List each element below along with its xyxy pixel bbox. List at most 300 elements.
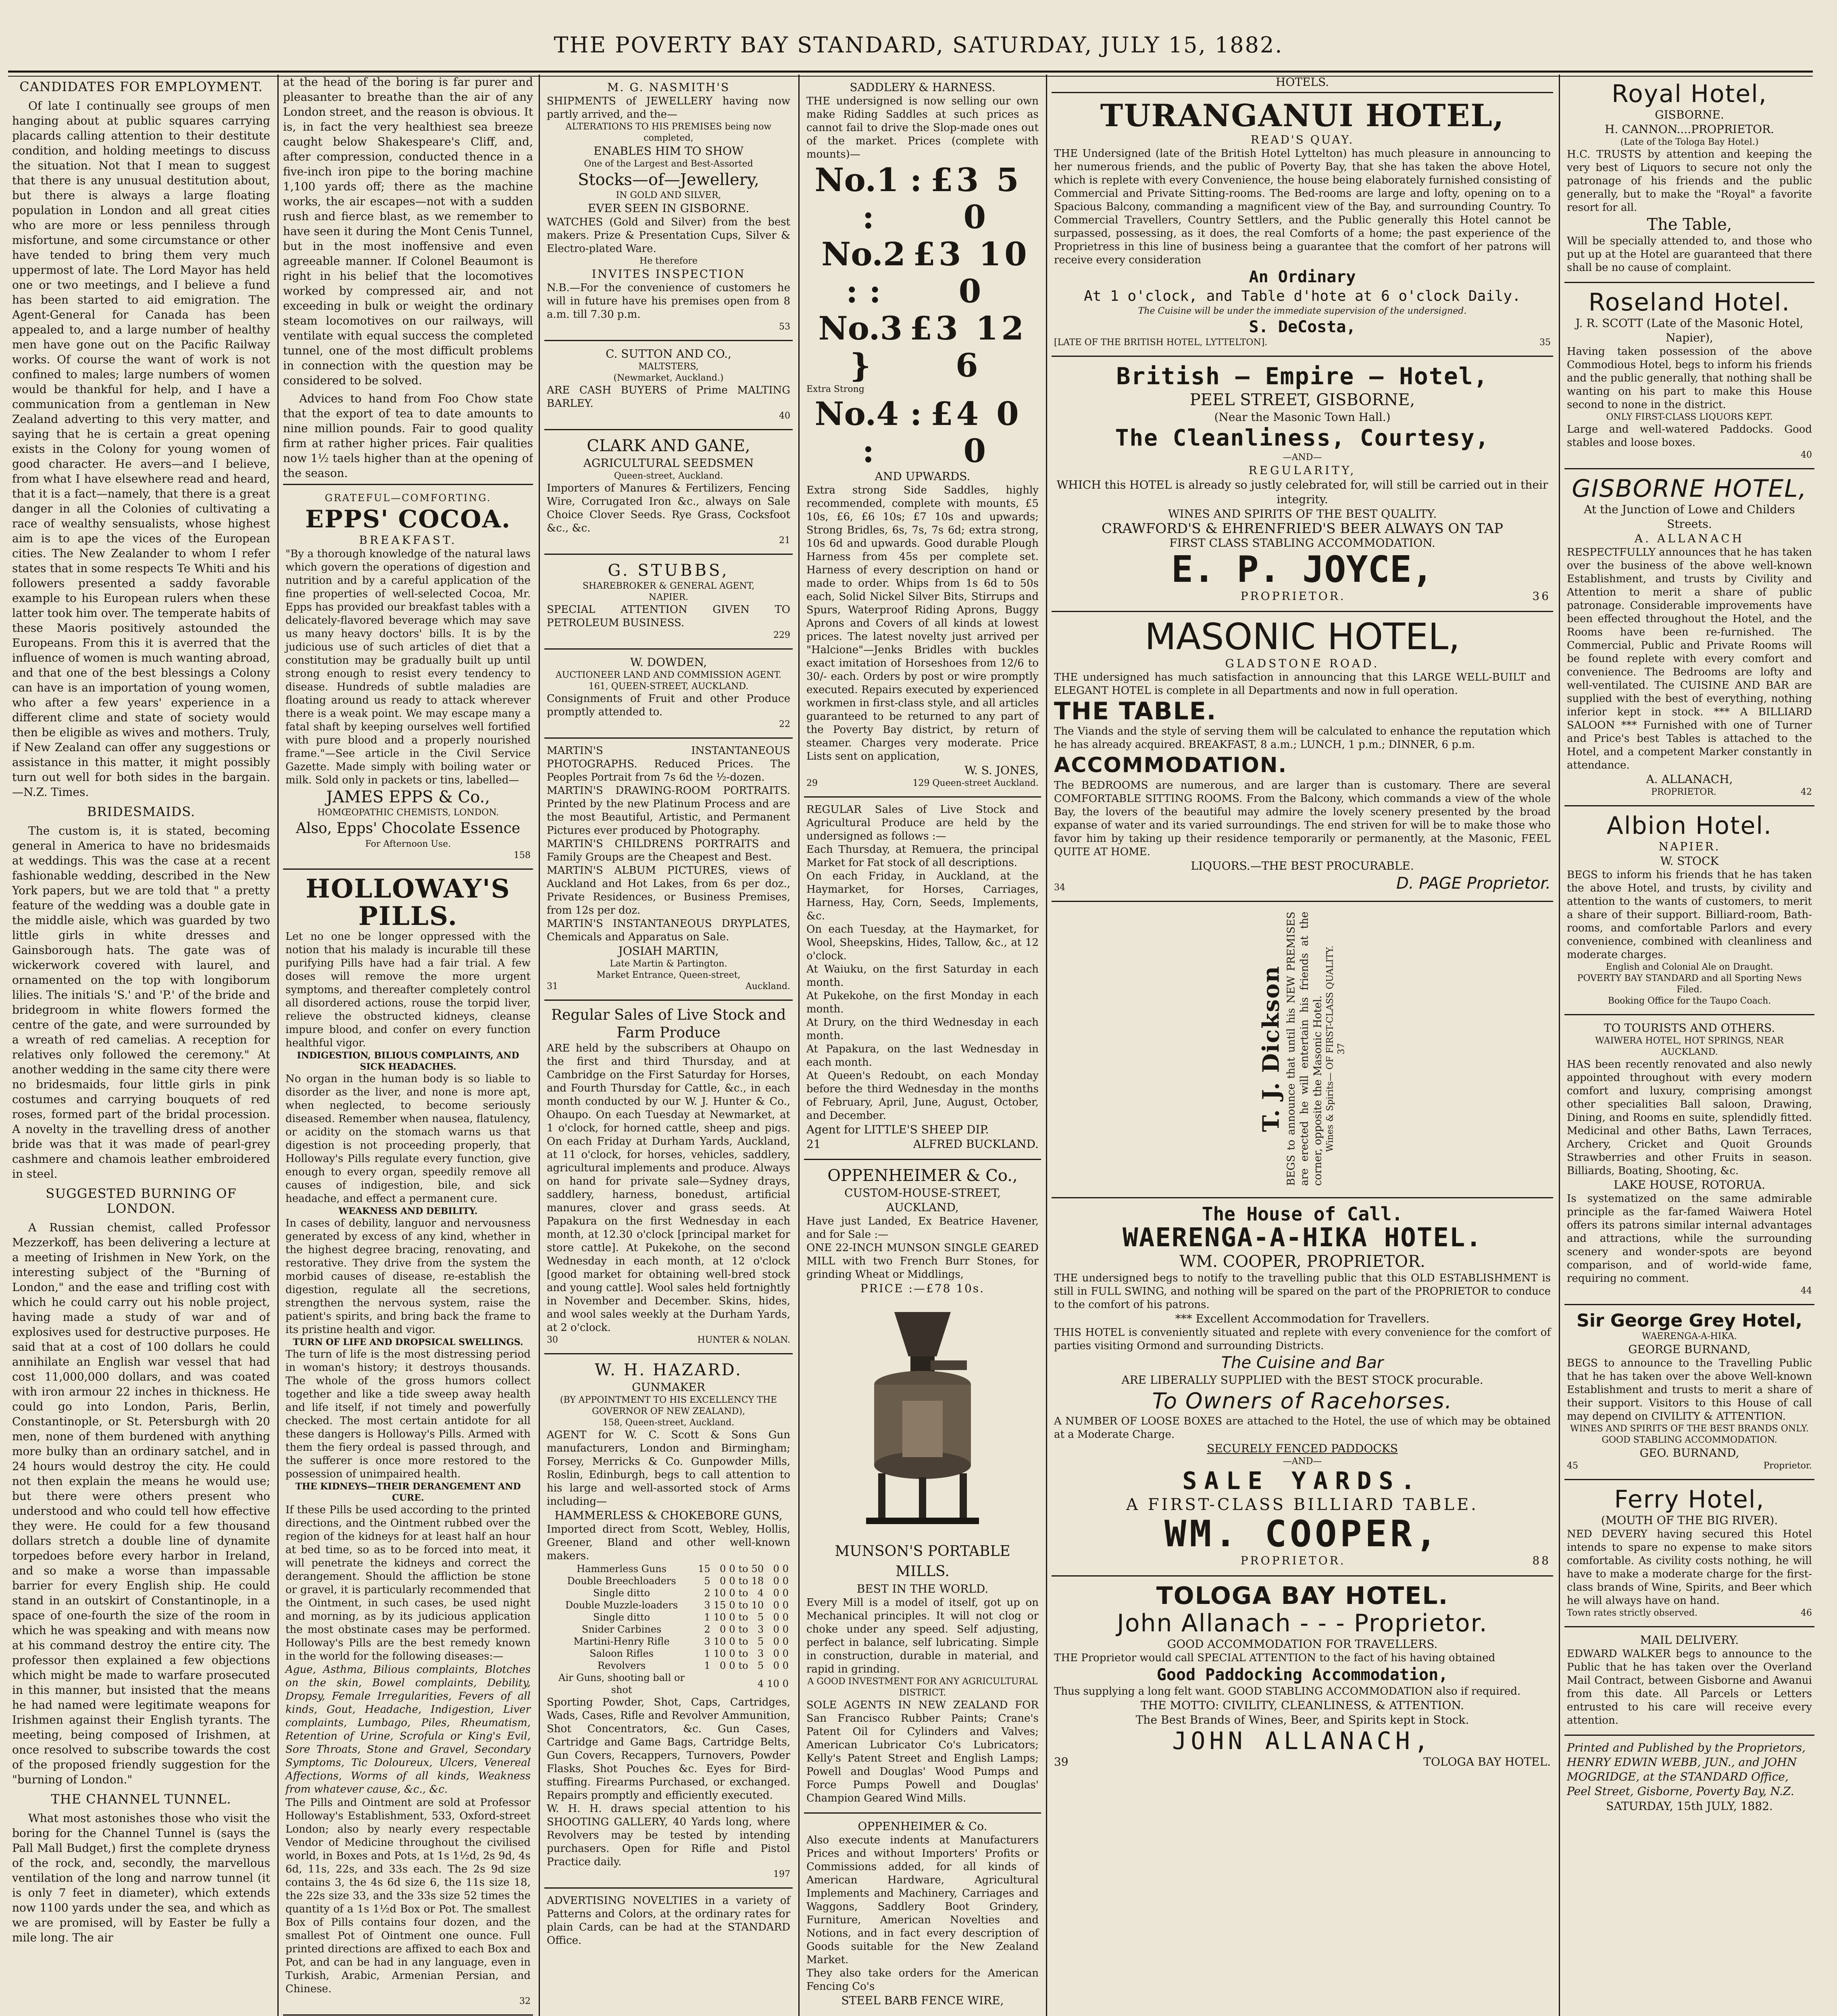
ad-line: At the Junction of Lowe and Childers Streets. bbox=[1584, 503, 1795, 531]
masthead: THE POVERTY BAY STANDARD, SATURDAY, JULY 15, 1882. bbox=[554, 32, 1283, 58]
ad-body: Large and well-watered Paddocks. Good stables and loose boxes. bbox=[1567, 423, 1812, 449]
gun-price-cell: 0 bbox=[729, 1575, 735, 1587]
ad-line: A. ALLANACH bbox=[1634, 532, 1745, 545]
ad-line: Also, Epps' Chocolate Essence bbox=[296, 820, 521, 837]
ad-title: Sir George Grey Hotel, bbox=[1577, 1310, 1802, 1331]
ad-footer bbox=[1054, 1554, 1551, 1568]
ad-signature: E. P. JOYCE, bbox=[1171, 548, 1434, 591]
article-body: What most astonishes those who visit the boring for the Channel Tunnel is (says the Pall Mall Budget,) first the complete dryness of the rock, and, secondly, the marvellous ventilation of the long and narrow tunnel (it is only 7 feet in diameter), which extends now 1100 yards under the sea, and which as we are promised, will by Easter be fully a mile long. The air bbox=[12, 1812, 270, 1944]
hazard-gunmaker-ad bbox=[544, 1354, 793, 1889]
gun-price-cell: 3 bbox=[757, 1624, 764, 1635]
ad-line: LAKE HOUSE, ROTORUA. bbox=[1613, 1178, 1766, 1191]
ad-line: J. R. SCOTT (Late of the Masonic Hotel, Napier), bbox=[1575, 317, 1804, 344]
ad-body: At Drury, on the third Wednesday in each month. bbox=[806, 1016, 1039, 1042]
ad-line: ALTERATIONS TO HIS PREMISES being now completed, bbox=[565, 122, 772, 143]
price-label: No.3 } bbox=[818, 309, 903, 384]
gun-price-cell: to bbox=[738, 1648, 748, 1659]
ad-line: TOLOGA BAY HOTEL. bbox=[1423, 1755, 1551, 1768]
column-rule bbox=[1046, 75, 1047, 2016]
ad-line: The Cuisine will be under the immediate supervision of the undersigned. bbox=[1138, 306, 1467, 316]
ad-number: 37 bbox=[1336, 1043, 1347, 1054]
ad-line: MALTSTERS, bbox=[638, 362, 699, 372]
ad-number: 88 bbox=[1532, 1554, 1551, 1567]
ad-footer bbox=[1054, 1755, 1551, 1769]
ad-title: W. H. HAZARD. bbox=[595, 1361, 742, 1379]
ad-title: MAIL DELIVERY. bbox=[1640, 1633, 1739, 1647]
ad-line: LIQUORS.—THE BEST PROCURABLE. bbox=[1191, 859, 1414, 873]
ad-line: For Afternoon Use. bbox=[365, 839, 451, 849]
price-row bbox=[806, 395, 1039, 469]
ad-line: A FIRST-CLASS BILLIARD TABLE. bbox=[1126, 1495, 1479, 1514]
gun-price-cell: 0 bbox=[719, 1624, 726, 1635]
ad-number: 31 bbox=[547, 981, 558, 991]
article-title: CANDIDATES FOR EMPLOYMENT. bbox=[19, 79, 263, 94]
gun-name-cell: Double Muzzle-loaders bbox=[565, 1599, 678, 1611]
ad-line: W. STOCK bbox=[1660, 854, 1719, 868]
ad-footer bbox=[547, 981, 790, 992]
roseland-hotel-ad bbox=[1564, 283, 1814, 469]
gun-price-cell: 18 bbox=[751, 1575, 764, 1587]
ad-body: "By a thorough knowledge of the natural laws which govern the operations of digestion and nutrition and by a careful application of the fine properties of well-selected Cocoa, Mr. Epps has provided our breakfast tables with a delicately-flavored beverage which may save us many heavy doctors' bills. It is by the judicious use of such articles of diet that a constitution may be gradually built up until strong enough to resist every tendency to disease. Hundreds of subtle maladies are floating around us ready to attack wherever there is a weak point. We may escape many a fatal shaft by keeping ourselves well fortified with pure blood and a properly nourished frame."—See article in the Civil Service Gazette. Made simply with boiling water or milk. Sold only in packets or tins, labelled— bbox=[285, 548, 531, 786]
ad-line: English and Colonial Ale on Draught. bbox=[1606, 962, 1773, 972]
ad-body: HAS been recently renovated and also newly appointed throughout with every modern comfort and luxury, comprising amongst other specialities Ball saloon, Drawing, Dining, and Rooms en suite, splendidly fitted. Medicinal and other Baths, Lawn Terraces, Archery, Cricket and Quoit Grounds Strawberries and other Fruits in season. Billiards, Boating, Shooting, &c. bbox=[1567, 1058, 1812, 1177]
ad-body: Sporting Powder, Shot, Caps, Cartridges, Wads, Cases, Rifle and Revolver Ammunition, Shot Concentrators, &c. Gun Cases, Cartridge and Game Bags, Cartridge Belts, Gun Covers, Recappers, Turnovers, Powder Flasks, Shot Pouches &c. Eyes for Bird-stuffing. Firearms Purchased, or exchanged. Repairs promptly and efficiently executed. bbox=[547, 1696, 790, 1801]
ad-line: SECURELY FENCED PADDOCKS bbox=[1207, 1442, 1398, 1455]
ad-line: ENABLES HIM TO SHOW bbox=[594, 144, 744, 158]
ad-body: MARTIN'S CHILDRENS PORTRAITS and Family Groups are the Cheapest and Best. bbox=[547, 838, 790, 863]
ad-line: Late Martin & Partington. bbox=[610, 959, 727, 969]
ad-line: Wines & Spirits— OF FIRST-CLASS QUALITY. bbox=[1325, 946, 1335, 1152]
ad-body: At Waiuku, on the first Saturday in each month. bbox=[806, 963, 1039, 989]
column-5 bbox=[1052, 75, 1553, 2016]
ad-body: Consignments of Fruit and other Produce promptly attended to. bbox=[547, 693, 790, 718]
ad-line: WAIWERA HOTEL, HOT SPRINGS, NEAR AUCKLAND. bbox=[1595, 1036, 1784, 1057]
ad-line: AUCKLAND, bbox=[886, 1201, 959, 1214]
ad-line: (Near the Masonic Town Hall.) bbox=[1214, 410, 1391, 424]
ad-title: TO TOURISTS AND OTHERS. bbox=[1604, 1021, 1775, 1035]
ad-body: NED DEVERY having secured this Hotel intends to spare no expense to make sitors comfortable. As civility costs nothing, he will have to make a moderate charge for the first-class brands of Wine, Spirits, and Beer which he will always have on hand. bbox=[1567, 1528, 1812, 1607]
gun-price-cell: to bbox=[738, 1624, 748, 1635]
ad-subtitle: BREAKFAST. bbox=[359, 533, 457, 547]
ad-body: Let no one be longer oppressed with the notion that his malady is incurable till these purifying Pills have had a fair trial. A few doses will remove the more urgent symptoms, and thereafter completely control all disordered actions, rouse the torpid liver, relieve the obstructed kidneys, cleanse impure blood, and confer on every function healthful vigor. bbox=[285, 931, 531, 1049]
ad-signature: S. DeCosta, bbox=[1249, 318, 1356, 336]
ad-line: AGRICULTURAL SEEDSMEN bbox=[583, 456, 754, 470]
ad-footer bbox=[1054, 337, 1551, 348]
sir-george-grey-hotel-ad bbox=[1564, 1305, 1814, 1480]
ad-headline: Stocks—of—Jewellery, bbox=[578, 171, 759, 189]
gun-price-row bbox=[547, 1611, 790, 1623]
column-2 bbox=[283, 75, 533, 2016]
ad-body: THE undersigned has much satisfaction in announcing that this LARGE WELL-BUILT and ELEGANT HOTEL is complete in all Departments and now in full operation. bbox=[1054, 671, 1551, 697]
ad-number: 30 bbox=[547, 1335, 558, 1345]
ad-footer bbox=[1054, 873, 1551, 893]
column-1 bbox=[12, 75, 270, 2016]
ad-body: RESPECTFULLY announces that he has taken over the business of the above well-known Establishment, and trusts by Civility and Attention to merit a share of public patronage. Considerable improvements have been effected throughout the Hotel, and the Rooms have been re-furnished. The Commercial, Public and Private Rooms will be found replete with every comfort and convenience. The Bedrooms are lofty and well-ventilated. The CUISINE AND BAR are supplied with the best of everything, nothing inferior kept in stock. *** A BILLIARD SALOON *** Furnished with one of Turner and Price's best Tables is attached to the Hotel, and a competent Marker constantly in attendance. bbox=[1567, 546, 1812, 771]
price-label: No.4 : : bbox=[814, 395, 922, 470]
gun-name-cell: Single ditto bbox=[593, 1612, 650, 1623]
waerenga-hotel-ad bbox=[1052, 1198, 1553, 1577]
saddlery-ad bbox=[804, 75, 1041, 798]
gun-price-cell bbox=[696, 1672, 712, 1696]
gun-price-cell: 0 bbox=[729, 1563, 735, 1574]
ad-tagline: GRATEFUL—COMFORTING. bbox=[325, 492, 492, 504]
turanganui-hotel-ad bbox=[1052, 93, 1553, 357]
ad-number: 42 bbox=[1800, 787, 1812, 797]
gun-price-row bbox=[547, 1660, 790, 1672]
ad-number: 53 bbox=[779, 322, 790, 332]
holloway-pills-ad bbox=[283, 870, 533, 2016]
ad-body: THIS HOTEL is conveniently situated and replete with every convenience for the comfort of parties visiting Ormond and surrounding Districts. bbox=[1054, 1327, 1551, 1352]
gun-price-cell: 0 bbox=[729, 1612, 735, 1623]
ad-number: 22 bbox=[779, 719, 790, 729]
martin-photographs-ad bbox=[544, 739, 793, 1001]
gun-price-cell: 0 bbox=[719, 1575, 726, 1587]
ad-number: 45 bbox=[1567, 1461, 1578, 1471]
gun-price-cell: 0 bbox=[782, 1599, 789, 1611]
ad-signature: JOHN ALLANACH, bbox=[1172, 1727, 1433, 1755]
ad-heading: TURN OF LIFE AND DROPSICAL SWELLINGS. bbox=[293, 1337, 523, 1347]
ad-line: THE MOTTO: CIVILITY, CLEANLINESS, & ATTENTION. bbox=[1140, 1699, 1464, 1712]
ad-body: SOLE AGENTS IN NEW ZEALAND FOR San Francisco Rubber Paints; Crane's Patent Oil for Cylinders and Valves; American Lubricator Co's Lubricators; Kelly's Patent Street and English Lamps; Powell and Douglas' Wood Pumps and Force Pumps Powell and Douglas' Champion Geared Wind Mills. bbox=[806, 1699, 1039, 1804]
ad-body: H.C. TRUSTS by attention and keeping the very best of Liquors to secure not only the patronage of his friends and the public generally, but to make the "Royal" a favorite resort for all. bbox=[1567, 148, 1812, 214]
gun-name-cell: Air Guns, shooting ball or shot bbox=[558, 1672, 685, 1695]
ad-line: PROPRIETOR. bbox=[1240, 589, 1346, 603]
ad-line: AUCTIONEER LAND AND COMMISSION AGENT. bbox=[555, 670, 782, 680]
ad-headline: MUNSON'S PORTABLE MILLS. bbox=[835, 1543, 1010, 1580]
ad-body: THE undersigned is now selling our own make Riding Saddles at such prices as cannot fail to drive the Slop-made ones out of the market. Prices (complete with mounts)— bbox=[806, 95, 1039, 160]
ad-line: One of the Largest and Best-Assorted bbox=[584, 159, 753, 169]
ad-body: Is systematized on the same admirable principle as the far-famed Waiwera Hotel offers its patrons similar internal advantages and attractions, while the surrounding scenery and wonder-spots are beyond comparison, and of world-wide fame, requiring no comment. bbox=[1567, 1193, 1812, 1285]
ad-line: (MOUTH OF THE BIG RIVER). bbox=[1601, 1514, 1778, 1527]
ad-line: GEORGE BURNAND, bbox=[1628, 1343, 1751, 1356]
ad-number: 40 bbox=[1801, 450, 1812, 460]
ad-title: OPPENHEIMER & Co. bbox=[858, 1820, 987, 1833]
ad-headline: SALE YARDS. bbox=[1182, 1467, 1423, 1495]
gun-price-cell: 0 bbox=[773, 1599, 779, 1611]
rotated-ad-content bbox=[1258, 912, 1348, 1186]
ad-headline: Good Paddocking Accommodation, bbox=[1156, 1666, 1448, 1684]
column-4 bbox=[804, 75, 1041, 2016]
mail-delivery-ad bbox=[1564, 1627, 1814, 1736]
ad-line: Queen-street, Auckland. bbox=[614, 471, 723, 481]
ad-company: JAMES EPPS & Co., bbox=[326, 788, 490, 806]
ad-signature: D. PAGE Proprietor. bbox=[1396, 874, 1551, 893]
gun-price-cell: 0 bbox=[782, 1648, 789, 1659]
ad-line: Town rates strictly observed. bbox=[1567, 1608, 1697, 1618]
ad-title: Albion Hotel. bbox=[1606, 812, 1772, 840]
gun-price-row bbox=[547, 1623, 790, 1635]
ad-line: SHAREBROKER & GENERAL AGENT, bbox=[582, 581, 755, 591]
oppenheimer-mill-ad bbox=[804, 1160, 1041, 1814]
ad-line: Auckland. bbox=[745, 981, 790, 991]
ad-body: Having taken possession of the above Commodious Hotel, begs to inform his friends and the public generally, that nothing shall be wanting on his part to make this House second to none in the district. bbox=[1567, 346, 1812, 411]
ad-line: GLADSTONE ROAD. bbox=[1225, 657, 1380, 670]
gun-price-cell: 4 bbox=[757, 1587, 764, 1599]
imprint-date: SATURDAY, 15th JULY, 1882. bbox=[1606, 1799, 1773, 1813]
ad-body: AGENT for W. C. Scott & Sons Gun manufacturers, London and Birmingham; Forsey, Merricks & Co. Gunpowder Mills, Roslin, Edinburgh, begs to call attention to his large and well-assorted stock of Arms including— bbox=[547, 1429, 790, 1508]
price-row bbox=[806, 310, 1039, 384]
ad-line: GUNMAKER bbox=[632, 1381, 705, 1394]
ad-body: MARTIN'S INSTANTANEOUS DRYPLATES, Chemicals and Apparatus on Sale. bbox=[547, 918, 790, 943]
ad-headline: The Cuisine and Bar bbox=[1221, 1354, 1384, 1372]
section-head: HOTELS. bbox=[1052, 75, 1553, 93]
ad-signature: GEO. BURNAND, bbox=[1639, 1446, 1739, 1460]
dickson-ad bbox=[1052, 902, 1553, 1198]
gun-price-cell: 0 bbox=[782, 1575, 789, 1587]
ad-title: SADDLERY & HARNESS. bbox=[850, 81, 996, 94]
article-body: A Russian chemist, called Professor Mezzerkoff, has been delivering a lecture at a meeting of Irishmen in New York, on the interesting subject of the "Burning of London," and the ease and trifling cost with which he could carry out his noble project, having made a study of war and of explosives used for destructive purposes. He said that at a cost of 100 dollars he could annihilate an English war vessel that had cost 11,000,000 dollars, and was coated with iron armour 22 inches in thickness. He could go into London, Paris, Berlin, Constantinople, or St. Petersburgh with 20 men, none of them burdened with anything more bulky than an ordinary satchel, and in 24 hours would destroy the city. He could not then explain the means he would use; but there were others present who understood and who could tell how effective they were. He could for a few thousand dollars stretch a double line of dynamite torpedoes before every harbor in Ireland, and so make a worse than impassable barrier for every English ship. He could stand in an outskirt of Constantinople, in a space of one-fourth the size of the room in which he was speaking and with means now at his command destroy the entire city. The professor then explained a few objections which might be made to warfare prosecuted in this manner, but insisted that the means he had named were legitimate weapons for Irishmen against their English tyrants. The meeting, being composed of Irishmen, at once resolved to subscribe towards the cost of the proposed friendly suggestion for the "burning of London." bbox=[12, 1221, 270, 1786]
gun-price-cell: 50 bbox=[751, 1563, 764, 1574]
price-row bbox=[806, 235, 1039, 310]
ad-line: GOOD STABLING ACCOMMODATION. bbox=[1602, 1435, 1777, 1445]
gun-price-row bbox=[547, 1647, 790, 1660]
ad-headline: To Owners of Racehorses. bbox=[1152, 1388, 1453, 1414]
column-rule bbox=[798, 75, 800, 2016]
ad-title: Roseland Hotel. bbox=[1588, 288, 1791, 317]
ad-body: MARTIN'S DRAWING-ROOM PORTRAITS. Printed by the new Platinum Process and are the most Beautiful, Artistic, and Permanent Pictures ever produced by Photography. bbox=[547, 785, 790, 837]
ad-line: CRAWFORD'S & EHRENFRIED'S BEER ALWAYS ON TAP bbox=[1101, 521, 1504, 537]
gun-price-cell: 1 bbox=[704, 1612, 710, 1623]
ad-line: EVER SEEN IN GISBORNE. bbox=[587, 202, 750, 215]
price-amount: £3 12 6 bbox=[910, 309, 1027, 384]
gun-price-row bbox=[547, 1635, 790, 1647]
ad-line: AND UPWARDS. bbox=[875, 470, 971, 483]
gun-price-cell: 0 bbox=[773, 1624, 779, 1635]
gun-price-cell: to bbox=[738, 1660, 748, 1671]
ad-body: Will be specially attended to, and those who put up at the Hotel are guaranteed that there shall be no cause of complaint. bbox=[1567, 235, 1812, 274]
ad-line: NAPIER. bbox=[648, 592, 689, 602]
ad-number: 197 bbox=[773, 1869, 790, 1879]
ad-body: N.B.—For the convenience of customers he will in future have his premises open from 8 a.m. till 7.30 p.m. bbox=[547, 282, 790, 321]
ad-title: WAERENGA-A-HIKA HOTEL. bbox=[1123, 1223, 1482, 1253]
ad-signature: WM. COOPER, bbox=[1164, 1513, 1441, 1555]
ad-title: G. STUBBS, bbox=[608, 561, 729, 580]
gun-price-cell: 0 bbox=[729, 1648, 735, 1659]
gun-price-cell: 0 bbox=[729, 1624, 735, 1635]
gun-price-cell bbox=[727, 1672, 737, 1696]
ad-line: At 1 o'clock, and Table d'hote at 6 o'clock Daily. bbox=[1084, 288, 1521, 304]
masonic-hotel-ad bbox=[1052, 612, 1553, 902]
ad-headline: An Ordinary bbox=[1249, 268, 1356, 286]
ad-body: The turn of life is the most distressing period in woman's history; it destroys thousands. The whole of the gross humors collect together and like a tide sweep away health and life itself, if not timely and powerfully checked. The most certain antidote for all these dangers is Holloway's Pills. Armed with them the fiery ordeal is passed through, and the sufferer is once more restored to the possession of unimpaired health. bbox=[285, 1348, 531, 1480]
article-body: The custom is, it is stated, becoming general in America to have no bridesmaids at weddings. This was the case at a recent fashionable wedding, described in the New York papers, but we are told that " a pretty feature of the wedding was a double gate in the middle aisle, which was guarded by two little girls in white dresses and Gainsborough hats. The gate was of wickerwork covered with laurel, and ornamented on the top with longiborum lilies. The initials 'S.' and 'P.' of the bride and bridegroom in white flowers formed the centre of the gate, and were surrounded by a wreath of red camelias. A reception for relatives only followed the ceremony." At another wedding in the same city there were no bridesmaids, four little girls in pink costumes and carrying bouquets of red roses, formed part of the bridal procession. A novelty in the travelling dress of another bride was that it was made of pearl-grey cashmere and chamois leather embroidered in steel. bbox=[12, 824, 270, 1181]
gun-price-cell: 0 bbox=[782, 1612, 789, 1623]
ad-body: Extra strong Side Saddles, highly recommended, complete with mounts, £5 10s, £6, £6 10s; £7 10s and upwards; Strong Bridles, 6s, 7s, 7s 6d; extra strong, 10s 6d and upwards. Good durable Plough Harness from 45s per complete set. Harness of every description on hand or made to order. Whips from 1s 6d to 50s each, Solid Nickel Silver Bits, Stirrups and Spurs, Waterproof Riding Aprons, Buggy Aprons and Covers of all kinds at lowest prices. The latest novelty just arrived per "Halcione"—Jenks Bridles with buckles exact imitation of Horseshoes from 12/6 to 30/- each. Orders by post or wire promptly executed. Repairs executed by experienced workmen in first-class style, and all articles guaranteed to be returned to any part of the Poverty Bay district, by return of steamer. Charges very moderate. Price Lists sent on application, bbox=[806, 484, 1039, 762]
gun-price-cell: 0 bbox=[782, 1563, 789, 1574]
ad-body: BEGS to announce that until his NEW PREMISES are erected he will entertain his friends at the corner, opposite the Masonic Hotel. bbox=[1285, 912, 1324, 1186]
gun-price-cell: 0 bbox=[729, 1660, 735, 1671]
gun-price-cell bbox=[737, 1672, 750, 1696]
ad-body: Ague, Asthma, Bilious complaints, Blotches on the skin, Bowel complaints, Debility, Dropsy, Female Irregularities, Fevers of all kinds, Gout, Headache, Indigestion, Liver complaints, Lumbago, Piles, Rheumatism, Retention of Urine, Scrofula or King's Evil, Sore Throats, Stone and Gravel, Secondary Symptoms, Tic Doloureux, Ulcers, Venereal Affections, Worms of all kinds, Weakness from whatever cause, &c., &c. bbox=[285, 1664, 531, 1795]
ad-body: MARTIN'S ALBUM PICTURES, views of Auckland and Hot Lakes, from 6s per doz., Private Residences, or Business Premises, from 12s per doz. bbox=[547, 864, 790, 916]
ad-body: Importers of Manures & Fertilizers, Fencing Wire, Corrugated Iron &c., always on Sale Choice Clover Seeds. Rye Grass, Cocksfoot &c., &c. bbox=[547, 482, 790, 534]
ad-number: 158 bbox=[514, 850, 531, 860]
ad-title: British — Empire — Hotel, bbox=[1116, 362, 1489, 390]
ad-footer bbox=[547, 1335, 790, 1346]
ad-line: —AND— bbox=[1283, 452, 1322, 462]
ad-line: H. CANNON....PROPRIETOR. bbox=[1604, 123, 1775, 136]
ad-heading: WEAKNESS AND DEBILITY. bbox=[338, 1206, 478, 1216]
hunter-nolan-ad bbox=[544, 1001, 793, 1354]
gun-price-cell: 0 bbox=[773, 1587, 779, 1599]
ad-body: THE Proprietor would call SPECIAL ATTENTION to the fact of his having obtained bbox=[1054, 1652, 1495, 1664]
barbed-wire-illustration bbox=[822, 2012, 1023, 2016]
ad-body: W. H. H. draws special attention to his SHOOTING GALLERY, 40 Yards long, where Revolvers may be tested by intending purchasers. Open for Rifle and Pistol Practice daily. bbox=[547, 1803, 790, 1868]
ad-line: INVITES INSPECTION bbox=[592, 267, 746, 281]
ad-address: 129 Queen-street Auckland. bbox=[912, 778, 1039, 788]
gun-price-cell: 1 bbox=[704, 1648, 710, 1659]
ad-headline: HAMMERLESS & CHOKEBORE GUNS, bbox=[554, 1509, 783, 1522]
gun-price-cell: 1 bbox=[704, 1660, 710, 1671]
ad-number: 21 bbox=[779, 535, 790, 546]
ad-signature: A. ALLANACH, bbox=[1646, 773, 1733, 786]
gun-price-cell: 10 bbox=[751, 1599, 764, 1611]
ad-line: Booking Office for the Taupo Coach. bbox=[1608, 996, 1771, 1006]
gun-price-cell: 0 bbox=[773, 1575, 779, 1587]
gun-price-cell: 5 bbox=[757, 1612, 764, 1623]
ad-body: Have just Landed, Ex Beatrice Havener, and for Sale :— bbox=[806, 1215, 1039, 1241]
gun-price-cell: 10 bbox=[713, 1612, 726, 1623]
ad-line: WAERENGA-A-HIKA. bbox=[1642, 1331, 1737, 1341]
ad-line: (Newmarket, Auckland.) bbox=[613, 373, 724, 383]
gun-price-cell: 0 bbox=[729, 1587, 735, 1599]
ad-body: At Papakura, on the last Wednesday in each month. bbox=[806, 1043, 1039, 1068]
gun-price-cell: 10 bbox=[767, 1678, 779, 1689]
ad-footer bbox=[1567, 1460, 1812, 1472]
ad-title: Ferry Hotel, bbox=[1614, 1485, 1765, 1514]
gun-price-cell: 5 bbox=[757, 1660, 764, 1671]
gun-price-cell: 0 bbox=[782, 1624, 789, 1635]
gun-name-cell: Martini-Henry Rifle bbox=[573, 1636, 670, 1647]
ad-body: Every Mill is a model of itself, got up on Mechanical principles. It will not clog or choke under any speed. Self adjusting, perfect in balance, self lubricating. Simple in construction, durable in material, and rapid in grinding. bbox=[806, 1597, 1039, 1675]
gun-price-cell bbox=[712, 1672, 728, 1696]
ad-body: BEGS to announce to the Travelling Public that he has taken over the above Well-known Establishment and trusts to merit a share of their support. Visitors to this House of call may depend on CIVILITY & ATTENTION. bbox=[1567, 1357, 1812, 1422]
ad-title: W. DOWDEN, bbox=[630, 656, 707, 669]
ad-line: WINES AND SPIRITS OF THE BEST BRANDS ONLY. bbox=[1570, 1424, 1809, 1434]
imprint bbox=[1564, 1736, 1814, 1818]
ad-body: WATCHES (Gold and Silver) from the best makers. Prize & Presentation Cups, Silver & Electro-plated Ware. bbox=[547, 216, 790, 255]
gun-price-row bbox=[547, 1587, 790, 1599]
ad-line: Proprietor. bbox=[1763, 1461, 1812, 1471]
ad-number: 40 bbox=[779, 411, 790, 421]
ad-body: At Pukekohe, on the first Monday in each month. bbox=[806, 990, 1039, 1015]
gun-price-cell: to bbox=[738, 1587, 748, 1599]
ad-address: HOMŒOPATHIC CHEMISTS, LONDON. bbox=[317, 808, 499, 818]
ad-line: John Allanach - - - Proprietor. bbox=[1117, 1609, 1488, 1637]
ad-line: NAPIER. bbox=[1658, 840, 1720, 853]
ad-number: 32 bbox=[519, 1996, 531, 2006]
ad-line: (Late of the Tologa Bay Hotel.) bbox=[1620, 137, 1759, 147]
gun-price-cell: 5 bbox=[757, 1636, 764, 1647]
price-label: No.2 : : bbox=[821, 235, 906, 310]
ad-line: (BY APPOINTMENT TO HIS EXCELLENCY THE GOVERNOR OF NEW ZEALAND), bbox=[560, 1395, 777, 1416]
tologa-bay-hotel-ad bbox=[1052, 1577, 1553, 1776]
ad-number: 21 bbox=[806, 1137, 821, 1151]
ad-body: On each Friday, in Auckland, at the Haymarket, for Horses, Carriages, Harness, Hay, Corn, Seeds, Implements, &c. bbox=[806, 870, 1039, 922]
article-body: Of late I continually see groups of men hanging about at public squares carrying placards calling attention to their destitute condition, and holding meetings to discuss the situation. Not that I mean to suggest that there is any unusual destitution about, but there is always a large floating population in London and all great cities who are more or less penniless through misfortune, and some circumstance or other have tended to bring them very much uppermost of late. The Lord Mayor has held one or two meetings, and I believe a fund has been started to aid emigration. The Agent-General for Canada has been appealed to, and a large number of healthy men have gone out on the Pacific Railway works. Of course the want of work is not confined to males; large numbers of women would be thankful for help, and I have a communication from a gentleman in New Zealand adverting to this very matter, and saying that he is certain a great opening exists in the Colony for young women of good character. He avers—and I believe, from what I have elsewhere read and heard, that it is a fact—namely, that there is a great danger in all the Colonies of cultivating a race of wealthy sensualists, whose highest aim is to ape the vices of the European cities. The New Zealander to whom I refer states that in some respects Te Whiti and his followers presented a saddy favorable example to his European rulers when these latter took him over. The temperate habits of these Maoris positively astounded the Europeans. From this it is averred that the influence of women is much wanting abroad, and that one of the best blessings a Colony can have is an importation of young women, who after a few years' experience in a different clime and state of society would then be eligible as wives and mothers. Truly, if New Zealand can offer any suggestions or assistance in this matter, it might possibly turn out well for both sides in the bargain. —N.Z. Times. bbox=[12, 99, 270, 799]
gun-price-cell: 0 bbox=[782, 1678, 789, 1689]
epps-cocoa-ad bbox=[283, 484, 533, 870]
ad-title: HOLLOWAY'S PILLS. bbox=[306, 874, 510, 931]
ad-number: 36 bbox=[1532, 589, 1551, 603]
ad-line: IN GOLD AND SILVER, bbox=[616, 190, 721, 200]
ad-title: Royal Hotel, bbox=[1612, 80, 1767, 108]
ad-footer bbox=[1567, 787, 1812, 798]
gun-price-row bbox=[547, 1563, 790, 1575]
gun-price-cell: 5 bbox=[704, 1575, 710, 1587]
british-empire-hotel-ad bbox=[1052, 357, 1553, 612]
ad-title: TURANGANUI HOTEL, bbox=[1100, 98, 1505, 133]
article-title: THE CHANNEL TUNNEL. bbox=[51, 1791, 231, 1807]
ad-body: SPECIAL ATTENTION GIVEN TO PETROLEUM BUSINESS. bbox=[547, 604, 790, 629]
gun-price-cell: 3 bbox=[757, 1648, 764, 1659]
ad-line: *** Excellent Accommodation for Travellers. bbox=[1175, 1312, 1430, 1325]
ad-line: The Best Brands of Wines, Beer, and Spirits kept in Stock. bbox=[1135, 1713, 1469, 1727]
ad-line: ONLY FIRST-CLASS LIQUORS KEPT. bbox=[1606, 412, 1773, 422]
gun-name-cell: Double Breechloaders bbox=[567, 1575, 676, 1587]
ad-number: 229 bbox=[773, 630, 790, 640]
ad-headline: THE TABLE. bbox=[1054, 697, 1217, 725]
ad-title: MASONIC HOTEL, bbox=[1145, 616, 1460, 658]
column-6 bbox=[1564, 75, 1814, 2016]
ad-heading: THE KIDNEYS—THEIR DERANGEMENT AND CURE. bbox=[295, 1481, 521, 1503]
ad-line: READ'S QUAY. bbox=[1250, 133, 1354, 146]
gun-price-cell: 2 bbox=[704, 1587, 710, 1599]
gun-price-cell: 0 bbox=[782, 1660, 789, 1671]
ad-footer bbox=[1054, 589, 1551, 604]
gun-price-cell: 0 bbox=[729, 1636, 735, 1647]
ad-line: He therefore bbox=[639, 256, 698, 266]
gun-price-cell: 2 bbox=[704, 1624, 710, 1635]
imprint-text: Printed and Published by the Proprietors, HENRY EDWIN WEBB, JUN., and JOHN MOGRIDGE, at the STANDARD Office, Peel Street, Gisborne, Poverty Bay, N.Z. bbox=[1567, 1741, 1806, 1798]
ad-signature: W. S. JONES, bbox=[964, 764, 1039, 777]
oppenheimer-indent-ad bbox=[804, 1814, 1041, 2016]
ad-body: The BEDROOMS are numerous, and are larger than is customary. There are several COMFORTABLE SITTING ROOMS. From the Balcony, which commands a view of the whole Bay, the lovers of the beautiful may admire the lovely scenery presented by the broad expanse of water and its varied surroundings. The end striven for will be to make those who favor him by taking up their residence temporarily or permanently, at the Masonic, FEEL QUITE AT HOME. bbox=[1054, 779, 1551, 858]
ad-price: PRICE :—£78 10s. bbox=[860, 1282, 985, 1295]
ad-headline: STEEL BARB FENCE WIRE, bbox=[841, 1994, 1004, 2007]
ad-title: GISBORNE HOTEL, bbox=[1572, 475, 1807, 503]
ad-line: BEST IN THE WORLD. bbox=[856, 1582, 989, 1595]
ad-line: 158, Queen-street, Auckland. bbox=[602, 1418, 735, 1428]
ad-number: 46 bbox=[1801, 1608, 1812, 1618]
gun-price-cell: to bbox=[738, 1636, 748, 1647]
tourists-ad bbox=[1564, 1015, 1814, 1305]
price-note: Extra Strong bbox=[806, 384, 864, 394]
ad-body: Each Thursday, at Remuera, the principal Market for Fat stock of all descriptions. bbox=[806, 843, 1039, 869]
ad-body: THE Undersigned (late of the British Hotel Lyttelton) has much pleasure in announcing to her numerous friends, and the public of Poverty Bay, that she has taken the above Hotel, which is replete with every Convenience, the house being elaborately furnished consisting of Commercial and Private Sitting-rooms. The Bed-rooms are large and lofty, opening on to a Spacious Balcony, commanding a magnificent view of the Bay, and surrounding Country. To Commercial Travellers, Country Settlers, and the Public generally this Hotel cannot be surpassed, possessing, as it does, the real Comforts of a home; the past experience of the Proprietress in this line of business being a guarantee that the comfort of her patrons will receive every consideration bbox=[1054, 148, 1551, 266]
gun-name-cell: Hammerless Guns bbox=[577, 1563, 667, 1574]
price-amount: £3 5 0 bbox=[930, 161, 1022, 236]
article-body: at the head of the boring is far purer and pleasanter to breathe than the air of any London street, and the reason is obvious. It is, in fact the very healthiest sea breeze caught below Shakespeare's Cliff, and, after compression, conducted thence in a five-inch iron pipe to the boring machine 1,100 yards off; there as the machine works, the air escapes—not with a sudden rush and fierce blast, as we remember to have seen it during the Mont Cenis Tunnel, but in the most inoffensive and even agreeable manner. If Colonel Beaumont is right in his belief that the locomotives worked by compressed air, and not exceeding in bulk or weight the ordinary steam locomotives on our railways, will ventilate with equal success the completed tunnel, one of the most difficult problems in connection with the question may be considered to be solved. bbox=[283, 75, 533, 387]
dowden-ad bbox=[544, 650, 793, 739]
gun-price-cell: 0 bbox=[719, 1563, 726, 1574]
ad-title: Regular Sales of Live Stock and Farm Produce bbox=[551, 1007, 786, 1041]
ad-body: Imported direct from Scott, Webley, Hollis, Greener, Bland and other well-known makers. bbox=[547, 1523, 790, 1562]
gun-price-cell: 0 bbox=[773, 1636, 779, 1647]
column-rule bbox=[539, 75, 540, 2016]
gun-price-cell: 4 bbox=[757, 1678, 764, 1689]
ad-line: A GOOD INVESTMENT FOR ANY AGRICULTURAL DISTRICT. bbox=[807, 1677, 1038, 1698]
gun-name-cell: Revolvers bbox=[597, 1660, 646, 1671]
ad-body: SHIPMENTS of JEWELLERY having now partly arrived, and the— bbox=[547, 95, 790, 121]
rotated-ad bbox=[1054, 908, 1551, 1190]
ad-signature: JOSIAH MARTIN, bbox=[618, 944, 719, 958]
gun-price-cell: to bbox=[738, 1575, 748, 1587]
column-rule bbox=[277, 75, 279, 2016]
ad-line: GISBORNE. bbox=[1655, 108, 1724, 121]
ad-heading: INDIGESTION, BILIOUS COMPLAINTS, AND SICK HEADACHES. bbox=[297, 1050, 519, 1072]
buckland-sales-ad bbox=[804, 798, 1041, 1160]
